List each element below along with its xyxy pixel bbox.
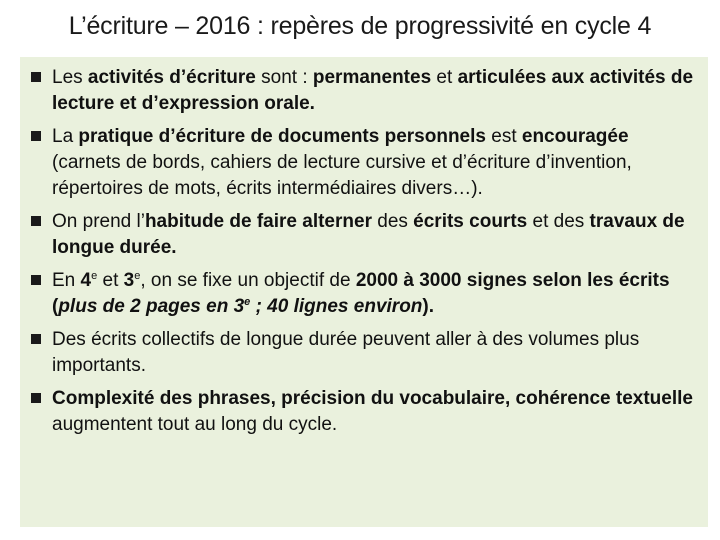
text: des bbox=[371, 211, 414, 232]
bold-text: pratique d’écriture de documents personnels bbox=[78, 126, 486, 147]
square-bullet-icon bbox=[31, 334, 41, 344]
bold-text: articulées aux activités de lecture et d’expression orale. bbox=[52, 67, 694, 114]
text: On prend l’ bbox=[52, 211, 145, 232]
text: sont : bbox=[255, 67, 313, 88]
text: est bbox=[485, 126, 522, 147]
text: augmentent tout au long du cycle. bbox=[52, 414, 338, 435]
square-bullet-icon bbox=[31, 393, 41, 403]
bold-text: encouragée bbox=[521, 126, 629, 147]
text: et des bbox=[527, 211, 590, 232]
bold-text: habitude de faire alterner bbox=[144, 211, 372, 232]
bullet-item bbox=[28, 124, 694, 202]
bold-text: 4 bbox=[80, 270, 92, 291]
bold-text: 3 bbox=[123, 270, 135, 291]
square-bullet-icon bbox=[31, 216, 41, 226]
content-panel bbox=[20, 57, 708, 527]
text: et bbox=[97, 270, 124, 291]
bullet-list bbox=[20, 57, 708, 438]
text: et bbox=[431, 67, 458, 88]
bold-text: travaux de longue durée. bbox=[52, 211, 685, 258]
bold-italic-text: plus de 2 pages en 3 bbox=[58, 296, 245, 317]
bold-italic-text: ; 40 lignes environ bbox=[250, 296, 423, 317]
bullet-item bbox=[28, 327, 694, 379]
text: En bbox=[52, 270, 81, 291]
bold-text: Complexité des phrases, précision du vocabulaire, cohérence textuelle bbox=[52, 388, 693, 409]
superscript: e bbox=[244, 296, 251, 308]
superscript: e bbox=[91, 270, 98, 282]
text: (carnets de bords, cahiers de lecture cursive et d’écriture d’invention, répertoires de mots, écrits intermédiaires divers…). bbox=[52, 152, 632, 199]
bullet-item bbox=[28, 209, 694, 261]
square-bullet-icon bbox=[31, 131, 41, 141]
square-bullet-icon bbox=[31, 275, 41, 285]
bullet-item bbox=[28, 268, 694, 320]
bullet-item bbox=[28, 386, 694, 438]
text: Des écrits collectifs de longue durée peuvent aller à des volumes plus importants. bbox=[52, 329, 640, 376]
text: La bbox=[52, 126, 79, 147]
bold-text: ). bbox=[422, 296, 435, 317]
bold-text: activités d’écriture bbox=[87, 67, 256, 88]
bold-text: 2000 à 3000 signes selon les écrits ( bbox=[52, 270, 670, 317]
slide-title: L’écriture – 2016 : repères de progressivité en cycle 4 bbox=[68, 12, 652, 40]
text: , on se fixe un objectif de bbox=[140, 270, 356, 291]
bullet-item bbox=[28, 65, 694, 117]
square-bullet-icon bbox=[31, 72, 41, 82]
bold-text: écrits courts bbox=[413, 211, 528, 232]
superscript: e bbox=[134, 270, 141, 282]
text: Les bbox=[52, 67, 88, 88]
bold-text: permanentes bbox=[312, 67, 432, 88]
